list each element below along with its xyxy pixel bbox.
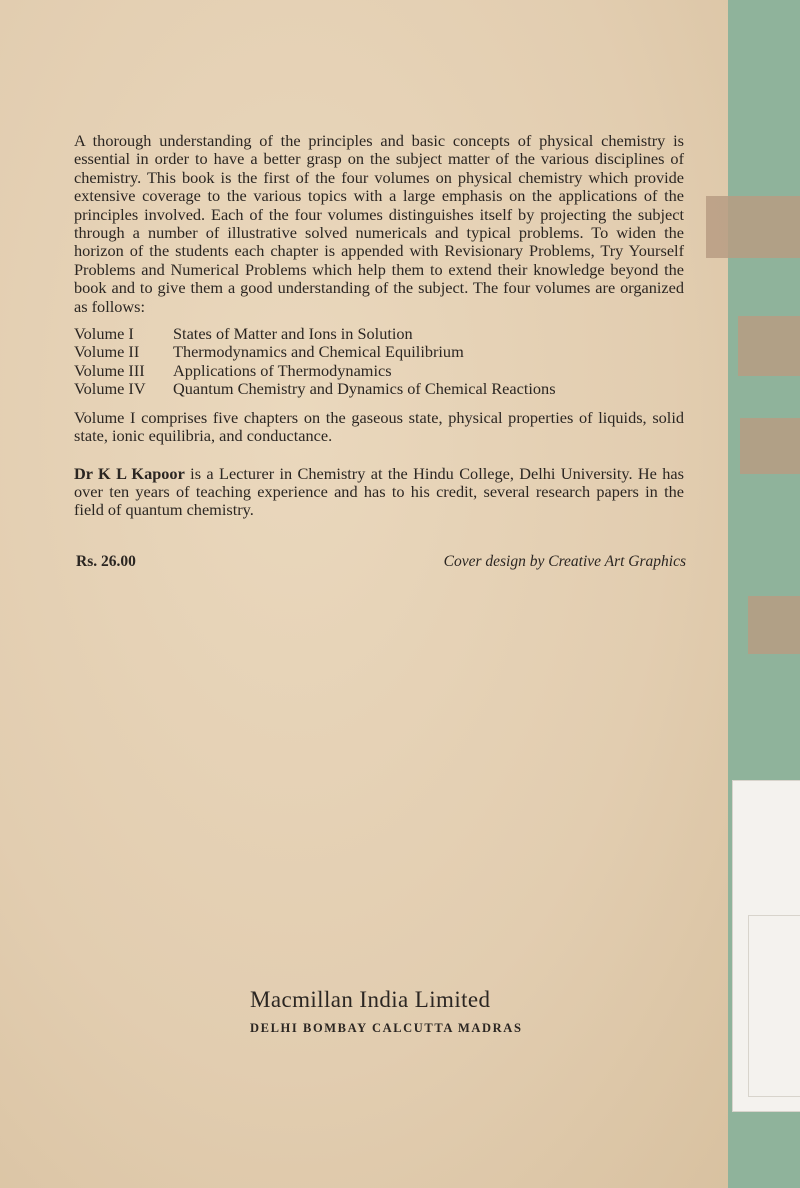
- tape-strip: [706, 196, 800, 258]
- volume-row: [74, 343, 684, 361]
- volume-title: Quantum Chemistry and Dynamics of Chemical Reactions: [173, 379, 556, 399]
- author-name: Dr K L Kapoor: [74, 463, 185, 483]
- publisher-cities: DELHI BOMBAY CALCUTTA MADRAS: [250, 1021, 523, 1035]
- volume-title: States of Matter and Ions in Solution: [173, 324, 413, 344]
- volume-row: [74, 362, 684, 380]
- publisher-name: Macmillan India Limited: [250, 987, 491, 1012]
- author-bio: is a Lecturer in Chemistry at the Hindu College, Delhi University. He has over ten years of teaching experience and has to his credit, several research papers in the field of quantum chemistry.: [74, 463, 684, 520]
- library-sticker-inner: [748, 915, 800, 1097]
- price: Rs. 26.00: [76, 553, 136, 570]
- volume-number: Volume II: [74, 342, 140, 362]
- volume-row: [74, 325, 684, 343]
- volume-title: Applications of Thermodynamics: [173, 360, 392, 380]
- tape-strip: [740, 418, 800, 474]
- volume-title: Thermodynamics and Chemical Equilibrium: [173, 342, 464, 362]
- volume-number: Volume I: [74, 324, 134, 344]
- book-spine: [728, 0, 800, 1188]
- cover-credit: Cover design by Creative Art Graphics: [443, 553, 686, 570]
- volume-number: Volume III: [74, 360, 145, 380]
- price-row: [76, 553, 686, 571]
- tape-strip: [748, 596, 800, 654]
- tape-strip: [738, 316, 800, 376]
- volume-number: Volume IV: [74, 379, 146, 399]
- volume-row: [74, 380, 684, 398]
- blurb-text: [74, 132, 684, 520]
- publisher-block: [250, 987, 530, 1036]
- volume-list: [74, 325, 684, 399]
- volume-one-summary: Volume I comprises five chapters on the gaseous state, physical properties of liquids, solid state, ionic equilibria, and conductance.: [74, 407, 684, 446]
- author-paragraph: [74, 465, 684, 520]
- intro-paragraph: A thorough understanding of the principles and basic concepts of physical chemistry is essential in order to have a better grasp on the subject matter of the various disciplines of chemistry. This book is the first of the four volumes on physical chemistry which provide extensive coverage to the various topics with a large emphasis on the applications of the principles involved. Each of the four volumes distinguishes itself by projecting the subject through a number of illustrative solved numericals and typical problems. To widen the horizon of the students each chapter is appended with Revisionary Problems, Try Yourself Problems and Numerical Problems which help them to extend their knowledge beyond the book and to give them a good understanding of the subject. The four volumes are organized as follows:: [74, 131, 684, 316]
